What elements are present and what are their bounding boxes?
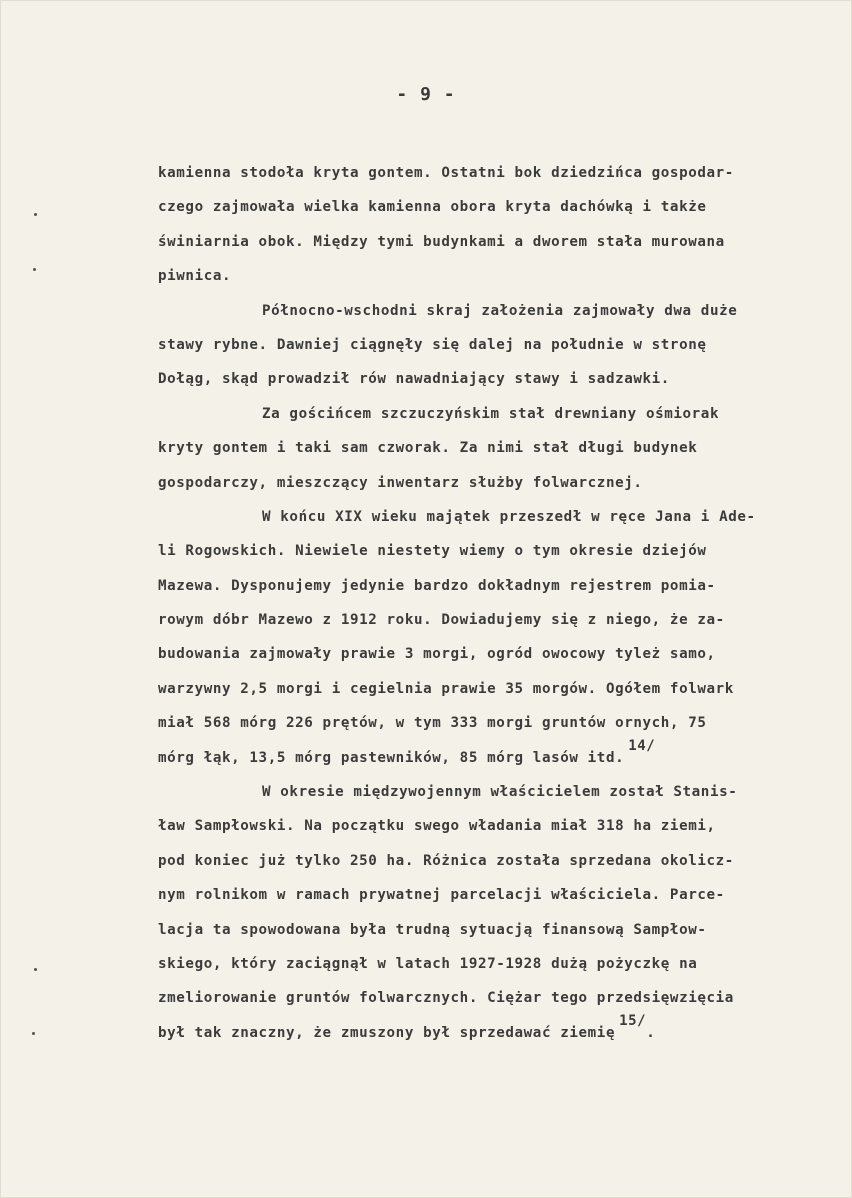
text-line — [158, 849, 818, 883]
line-text: budowania zajmowały prawie 3 morgi, ogród owocowy tyleż samo, — [158, 646, 716, 663]
line-text: pod koniec już tylko 250 ha. Różnica została sprzedana okolicz- — [158, 852, 734, 869]
line-text: rowym dóbr Mazewo z 1912 roku. Dowiadujemy się z niego, że za- — [158, 612, 725, 629]
line-text: świniarnia obok. Między tymi budynkami a dworem stała murowana — [158, 233, 725, 250]
text-line — [158, 737, 818, 780]
text-line — [158, 574, 818, 608]
footnote-reference: 15/ — [619, 1012, 647, 1029]
margin-mark — [32, 1032, 35, 1035]
line-text: ław Sampłowski. Na początku swego władania miał 318 ha ziemi, — [158, 818, 716, 835]
text-line — [158, 230, 818, 264]
text-line — [158, 367, 818, 401]
text-line — [158, 471, 818, 505]
text-line — [158, 608, 818, 642]
line-text: warzywny 2,5 morgi i cegielnia prawie 35 morgów. Ogółem folwark — [158, 680, 734, 697]
text-line — [158, 505, 818, 539]
line-text: gospodarczy, mieszczący inwentarz służby folwarcznej. — [158, 474, 643, 491]
line-text: czego zajmowała wielka kamienna obora kryta dachówką i także — [158, 199, 707, 216]
line-text: był tak znaczny, że zmuszony był sprzedawać ziemię — [158, 1024, 616, 1041]
text-line — [158, 333, 818, 367]
footnote-reference: 14/ — [628, 737, 656, 754]
text-line — [158, 986, 818, 1020]
text-line — [158, 952, 818, 986]
line-text: kamienna stodoła kryta gontem. Ostatni bok dziedzińca gospodar- — [158, 165, 734, 181]
body-text — [158, 161, 818, 1055]
text-line — [158, 195, 818, 229]
line-text: nym rolnikom w ramach prywatnej parcelacji właściciela. Parce- — [158, 887, 725, 904]
line-text: lacja ta spowodowana była trudną sytuacją finansową Sampłow- — [158, 921, 707, 938]
line-text: Mazewa. Dysponujemy jedynie bardzo dokładnym rejestrem pomia- — [158, 577, 716, 594]
line-text: Północno-wschodni skraj założenia zajmowały dwa duże — [262, 302, 738, 319]
line-text: skiego, który zaciągnął w latach 1927-1928 dużą pożyczkę na — [158, 955, 698, 972]
line-text: li Rogowskich. Niewiele niestety wiemy o tym okresie dziejów — [158, 543, 707, 560]
line-text: piwnica. — [158, 268, 232, 285]
line-text: W końcu XIX wieku majątek przeszedł w ręce Jana i Ade- — [262, 508, 756, 525]
line-suffix: . — [646, 1024, 656, 1041]
margin-mark — [34, 213, 37, 216]
text-line — [158, 780, 818, 814]
text-line — [158, 436, 818, 470]
line-text: stawy rybne. Dawniej ciągnęły się dalej na południe w stronę — [158, 336, 707, 353]
margin-mark — [34, 968, 37, 971]
margin-mark — [33, 268, 36, 271]
text-line — [158, 1012, 818, 1055]
text-line — [158, 883, 818, 917]
text-line — [158, 642, 818, 676]
page-number: - 9 - — [396, 84, 456, 105]
text-line — [158, 711, 818, 745]
text-line — [158, 814, 818, 848]
line-text: Dołąg, skąd prowadził rów nawadniający stawy i sadzawki. — [158, 371, 670, 388]
text-line — [158, 918, 818, 952]
text-line — [158, 402, 818, 436]
text-line — [158, 264, 818, 298]
text-line — [158, 299, 818, 333]
line-text: W okresie międzywojennym właścicielem został Stanis- — [262, 784, 738, 801]
text-line — [158, 677, 818, 711]
line-text: mórg łąk, 13,5 mórg pastewników, 85 mórg lasów itd. — [158, 749, 625, 766]
line-text: miał 568 mórg 226 prętów, w tym 333 morgi gruntów ornych, 75 — [158, 715, 707, 732]
text-line — [158, 539, 818, 573]
text-line — [158, 161, 818, 195]
line-text: zmeliorowanie gruntów folwarcznych. Ciężar tego przedsięwzięcia — [158, 990, 734, 1007]
line-text: kryty gontem i taki sam czworak. Za nimi stał długi budynek — [158, 440, 698, 457]
line-text: Za gościńcem szczuczyńskim stał drewniany ośmiorak — [262, 405, 720, 422]
